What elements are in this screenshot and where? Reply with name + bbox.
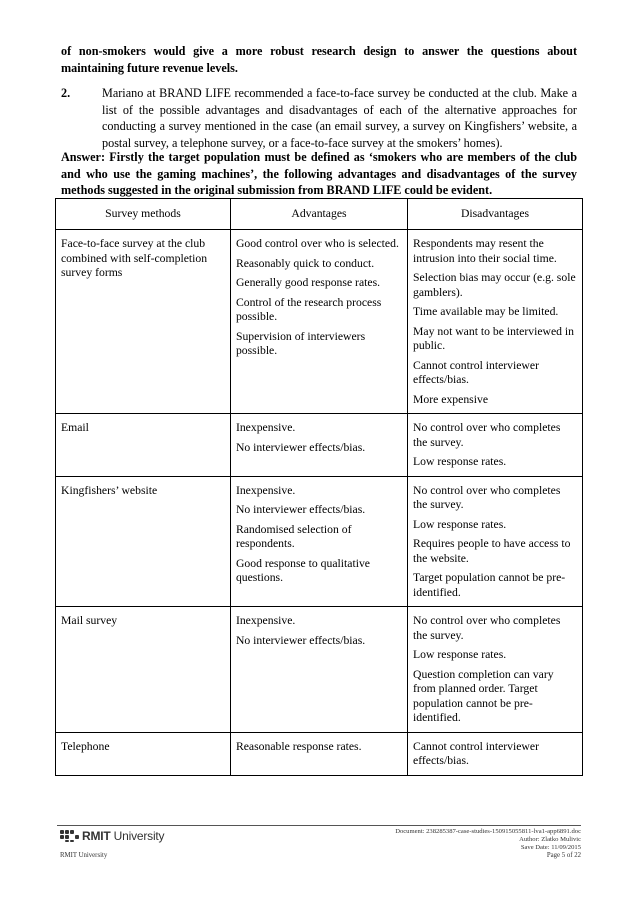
table-row xyxy=(56,607,583,733)
table-row xyxy=(56,414,583,477)
cell-survey-method: Telephone xyxy=(56,732,231,775)
question-text: Mariano at BRAND LIFE recommended a face-to-face survey be conducted at the club. Make a list of the possible advantages and disadvantages of each of the alternative approaches for conducting a survey mentioned in the case (an email survey, a survey on Kingfishers’ website, a postal survey, a telephone survey, or a face-to-face survey at the smokers’ homes). xyxy=(102,86,577,150)
cell-disadvantages xyxy=(408,607,583,733)
disadvantage-item: Low response rates. xyxy=(413,648,507,661)
table-row xyxy=(56,230,583,414)
answer-paragraph: Answer: Firstly the target population must be defined as ‘smokers who are members of the club and who use the gaming machines’, the following advantages and disadvantages of the survey methods suggested in the original submission from BRAND LIFE could be evident. xyxy=(61,150,577,197)
disadvantage-item: No control over who completes the survey. xyxy=(413,421,561,449)
cell-survey-method: Email xyxy=(56,414,231,477)
advantage-item: Inexpensive. xyxy=(235,421,296,434)
disadvantage-item: Time available may be limited. xyxy=(413,305,559,318)
cell-advantages xyxy=(230,476,407,607)
disadvantage-item: More expensive xyxy=(413,392,489,406)
document-meta xyxy=(281,828,581,853)
advantage-item: Supervision of interviewers possible. xyxy=(235,329,366,357)
table-row xyxy=(56,476,583,607)
page-number: Page 5 of 22 xyxy=(546,852,581,859)
survey-methods-table xyxy=(55,198,583,776)
advantage-item: Generally good response rates. xyxy=(235,276,381,289)
rmit-logo xyxy=(60,829,164,843)
cell-advantages xyxy=(230,732,407,775)
disadvantage-item: Target population cannot be pre-identified. xyxy=(413,571,566,599)
cell-survey-method: Kingfishers’ website xyxy=(56,476,231,607)
cell-advantages xyxy=(230,230,407,414)
disadvantage-item: No control over who completes the survey. xyxy=(413,614,561,642)
cell-disadvantages xyxy=(408,230,583,414)
table-row xyxy=(56,732,583,775)
disadvantage-item: Respondents may resent the intrusion into their social time. xyxy=(413,237,557,265)
disadvantage-item: Requires people to have access to the website. xyxy=(413,537,571,565)
footer-institution: RMIT University xyxy=(60,852,108,859)
disadvantage-item: May not want to be interviewed in public. xyxy=(413,324,575,352)
advantage-item: Good control over who is selected. xyxy=(235,237,399,250)
advantage-item: No interviewer effects/bias. xyxy=(235,633,366,647)
disadvantage-item: Cannot control interviewer effects/bias. xyxy=(413,358,539,386)
cell-survey-method: Mail survey xyxy=(56,607,231,733)
advantage-item: Randomised selection of respondents. xyxy=(235,522,352,550)
disadvantage-item: Low response rates. xyxy=(413,517,507,531)
advantage-item: No interviewer effects/bias. xyxy=(235,440,366,454)
footer-divider xyxy=(57,825,581,826)
disadvantage-item: Cannot control interviewer effects/bias. xyxy=(413,739,539,767)
paragraph-continuation: of non-smokers would give a more robust research design to answer the questions about maintaining future revenue levels. xyxy=(61,44,577,75)
advantage-item: Inexpensive. xyxy=(235,614,296,627)
cell-disadvantages xyxy=(408,476,583,607)
disadvantage-item: No control over who completes the survey. xyxy=(413,483,561,511)
cell-advantages xyxy=(230,414,407,477)
cell-survey-method: Face-to-face survey at the club combined with self-completion survey forms xyxy=(56,230,231,414)
advantage-item: Good response to qualitative questions. xyxy=(235,556,370,584)
rmit-logo-mark-icon xyxy=(60,830,80,842)
disadvantage-item: Selection bias may occur (e.g. sole gamblers). xyxy=(413,271,576,299)
cell-disadvantages xyxy=(408,414,583,477)
disadvantage-item: Question completion can vary from planned order. Target population cannot be pre-identified. xyxy=(413,667,554,724)
cell-disadvantages xyxy=(408,732,583,775)
advantage-item: No interviewer effects/bias. xyxy=(235,503,366,516)
question-number: 2. xyxy=(61,86,71,100)
header-disadvantages: Disadvantages xyxy=(408,199,583,230)
cell-advantages xyxy=(230,607,407,733)
header-advantages: Advantages xyxy=(230,199,407,230)
document-filename: Document: 238285387-case-studies-150915055811-lva1-app6891.doc xyxy=(395,828,581,835)
document-author: Author: Zlatko Mulivic xyxy=(519,836,581,844)
table-header-row xyxy=(56,199,583,230)
advantage-item: Reasonably quick to conduct. xyxy=(235,256,375,270)
table-body xyxy=(56,230,583,776)
advantage-item: Control of the research process possible. xyxy=(235,295,382,323)
rmit-logo-text: RMIT University xyxy=(82,829,165,843)
disadvantage-item: Low response rates. xyxy=(413,455,507,468)
document-save-date: Save Date: 11/09/2015 xyxy=(520,844,581,852)
advantage-item: Reasonable response rates. xyxy=(235,739,362,753)
header-survey-methods: Survey methods xyxy=(56,199,231,230)
advantage-item: Inexpensive. xyxy=(235,483,296,497)
